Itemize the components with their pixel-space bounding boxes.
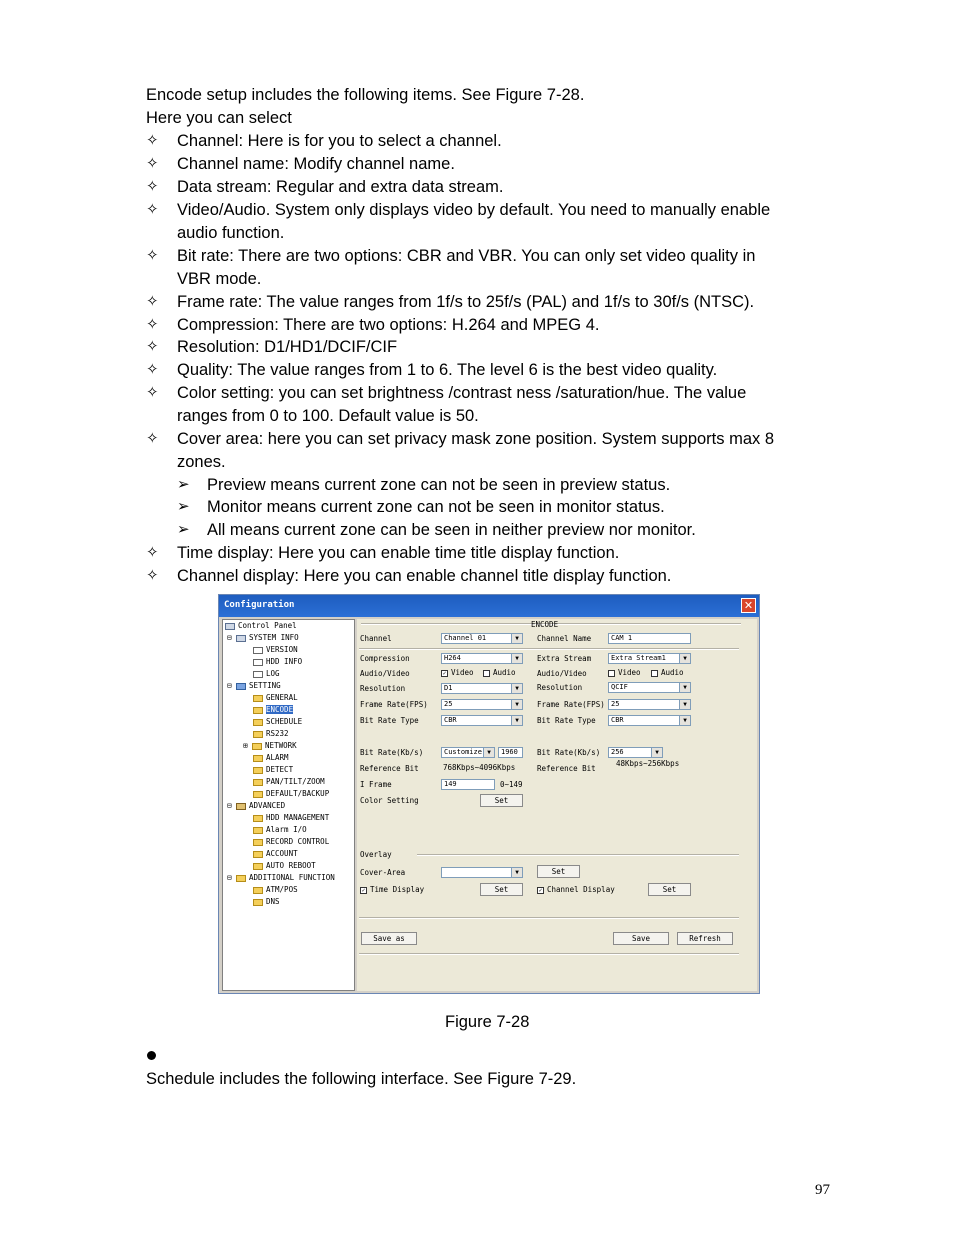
resolution-select[interactable]: D1 ▼ (441, 683, 523, 694)
diamond-bullet-icon: ✧ (146, 247, 159, 264)
channel-display-set-button[interactable]: Set (648, 883, 691, 896)
compression-label: Compression (360, 654, 410, 663)
diamond-bullet-icon: ✧ (146, 567, 159, 584)
window-title: Configuration (224, 600, 295, 610)
bit-rate-select[interactable]: Customize ▼ (441, 747, 495, 758)
item-color-setting-cont: ranges from 0 to 100. Default value is 50. (177, 407, 479, 425)
cover-area-set-button[interactable]: Set (537, 865, 580, 878)
page-number: 97 (815, 1182, 830, 1198)
folder-open-icon (253, 707, 263, 714)
bit-rate-input[interactable]: 1960 (498, 747, 523, 758)
arrow-bullet-icon: ➢ (177, 476, 190, 493)
item-cover-area: Cover area: here you can set privacy mask zone position. System supports max 8 (177, 430, 775, 448)
extra-stream-select[interactable]: Extra Stream1 ▼ (608, 653, 691, 664)
arrow-bullet-icon: ➢ (177, 521, 190, 538)
color-set-button[interactable]: Set (480, 794, 523, 807)
chevron-down-icon: ▼ (679, 700, 690, 709)
item-quality: Quality: The value ranges from 1 to 6. The level 6 is the best video quality. (177, 361, 718, 379)
tree-item[interactable]: RS232 (253, 729, 289, 738)
control-panel-icon (225, 623, 235, 630)
document-icon (253, 647, 263, 654)
close-icon[interactable]: ✕ (741, 598, 756, 613)
advanced-gear-icon (236, 803, 246, 810)
tree-item[interactable]: ⊟ SYSTEM INFO (227, 633, 299, 642)
navigation-tree (222, 619, 355, 991)
checkbox-checked-icon: ✓ (538, 886, 543, 894)
folder-icon (253, 731, 263, 738)
diamond-bullet-icon: ✧ (146, 201, 159, 218)
folder-icon (253, 719, 263, 726)
folder-icon (253, 815, 263, 822)
diamond-bullet-icon: ✧ (146, 430, 159, 447)
subitem-preview: Preview means current zone can not be seen in preview status. (207, 476, 671, 494)
item-bit-rate-cont: VBR mode. (177, 270, 262, 288)
folder-icon (253, 851, 263, 858)
diamond-bullet-icon: ✧ (146, 384, 159, 401)
divider (359, 648, 739, 650)
folder-icon (252, 743, 262, 750)
tree-item[interactable]: ACCOUNT (253, 849, 298, 858)
compression-select[interactable]: H264 ▼ (441, 653, 523, 664)
chevron-down-icon: ▼ (679, 716, 690, 725)
diamond-bullet-icon: ✧ (146, 361, 159, 378)
item-video-audio: Video/Audio. System only displays video by default. You need to manually enable (177, 201, 771, 219)
folder-icon (253, 779, 263, 786)
tree-item[interactable]: Control Panel (225, 621, 297, 630)
document-icon (253, 659, 263, 666)
tree-item[interactable]: RECORD CONTROL (253, 837, 329, 846)
folder-icon (253, 791, 263, 798)
i-frame-label: I Frame (360, 780, 392, 789)
divider (359, 953, 739, 955)
tree-item[interactable]: ALARM (253, 753, 289, 762)
tree-item[interactable]: ⊟ ADDITIONAL FUNCTION (227, 873, 335, 882)
extra-resolution-label: Resolution (537, 683, 583, 692)
tree-item[interactable]: DEFAULT/BACKUP (253, 789, 329, 798)
arrow-bullet-icon: ➢ (177, 498, 190, 515)
checkbox-icon (483, 670, 490, 677)
folder-icon (253, 899, 263, 906)
refresh-button[interactable]: Refresh (677, 932, 733, 945)
title-bar (219, 595, 759, 617)
item-resolution: Resolution: D1/HD1/DCIF/CIF (177, 338, 398, 356)
video-checkbox[interactable]: ✓ Video (442, 668, 474, 677)
tree-item[interactable]: AUTO REBOOT (253, 861, 316, 870)
tree-item[interactable]: GENERAL (253, 693, 298, 702)
extra-bit-rate-select[interactable]: 256 ▼ (608, 747, 663, 758)
bit-rate-type-select[interactable]: CBR ▼ (441, 715, 523, 726)
item-compression: Compression: There are two options: H.264 and MPEG 4. (177, 316, 600, 334)
divider (359, 917, 739, 919)
extra-video-checkbox[interactable]: Video (608, 668, 641, 677)
diamond-bullet-icon: ✧ (146, 338, 159, 355)
tree-item-selected[interactable]: ENCODE (253, 705, 293, 714)
chevron-down-icon: ▼ (511, 684, 522, 693)
folder-icon (253, 887, 263, 894)
audio-checkbox[interactable]: Audio (483, 668, 516, 677)
i-frame-input[interactable]: 149 (441, 779, 495, 790)
tree-item[interactable]: ATM/POS (253, 885, 298, 894)
diamond-bullet-icon: ✧ (146, 155, 159, 172)
audio-video-label: Audio/Video (360, 669, 410, 678)
tree-item[interactable]: HDD MANAGEMENT (253, 813, 329, 822)
document-icon (253, 671, 263, 678)
frame-rate-select[interactable]: 25 ▼ (441, 699, 523, 710)
extra-stream-label: Extra Stream (537, 654, 592, 663)
bit-rate-label: Bit Rate(Kb/s) (360, 748, 424, 757)
item-video-audio-cont: audio function. (177, 224, 285, 242)
channel-name-input[interactable]: CAM 1 (608, 633, 691, 644)
bit-rate-type-label: Bit Rate Type (360, 716, 419, 725)
chevron-down-icon: ▼ (511, 654, 522, 663)
reference-bit-label: Reference Bit (360, 764, 419, 773)
diamond-bullet-icon: ✧ (146, 544, 159, 561)
item-data-stream: Data stream: Regular and extra data stream. (177, 178, 504, 196)
figure-caption: Figure 7-28 (445, 1013, 530, 1031)
system-info-icon (236, 635, 246, 642)
channel-select[interactable]: Channel 01 ▼ (441, 633, 523, 644)
chevron-down-icon: ▼ (511, 716, 522, 725)
extra-bit-rate-type-select[interactable]: CBR ▼ (608, 715, 691, 726)
extra-bit-rate-label: Bit Rate(Kb/s) (537, 748, 601, 757)
item-color-setting: Color setting: you can set brightness /contrast ness /saturation/hue. The value (177, 384, 747, 402)
configuration-window (218, 594, 760, 994)
folder-icon (253, 755, 263, 762)
item-bit-rate: Bit rate: There are two options: CBR and VBR. You can only set video quality in (177, 247, 756, 265)
extra-frame-rate-label: Frame Rate(FPS) (537, 700, 605, 709)
folder-icon (253, 839, 263, 846)
checkbox-icon (608, 670, 615, 677)
extra-reference-bit-label: Reference Bit (537, 764, 596, 773)
tree-item[interactable]: HDD INFO (253, 657, 302, 666)
cover-area-select[interactable] (441, 867, 523, 878)
tree-item[interactable]: DNS (253, 897, 280, 906)
intro-line-1: Encode setup includes the following items. See Figure 7-28. (146, 86, 585, 104)
subitem-all: All means current zone can be seen in neither preview nor monitor. (207, 521, 696, 539)
extra-audio-checkbox[interactable]: Audio (651, 668, 684, 677)
save-button[interactable]: Save (613, 932, 669, 945)
channel-label: Channel (360, 634, 392, 643)
item-channel-display: Channel display: Here you can enable channel title display function. (177, 567, 672, 585)
checkbox-icon (651, 670, 658, 677)
overlay-label: Overlay (360, 850, 392, 859)
diamond-bullet-icon: ✧ (146, 178, 159, 195)
item-channel: Channel: Here is for you to select a channel. (177, 132, 502, 150)
save-as-button[interactable]: Save as (361, 932, 417, 945)
folder-icon (253, 767, 263, 774)
extra-bit-rate-type-label: Bit Rate Type (537, 716, 596, 725)
intro-line-2: Here you can select (146, 109, 292, 127)
tree-item[interactable]: VERSION (253, 645, 298, 654)
time-display-checkbox[interactable]: ✓ Time Display (361, 885, 425, 894)
diamond-bullet-icon: ✧ (146, 316, 159, 333)
folder-icon (236, 875, 246, 882)
extra-reference-bit-value: 48Kbps~256Kbps (616, 759, 680, 768)
folder-icon (253, 695, 263, 702)
tree-item[interactable]: SCHEDULE (253, 717, 302, 726)
chevron-down-icon: ▼ (679, 683, 690, 692)
tree-item[interactable]: ⊟ SETTING (227, 681, 281, 690)
item-cover-area-cont: zones. (177, 453, 226, 471)
checkbox-checked-icon: ✓ (361, 886, 366, 894)
tree-item[interactable]: Alarm I/O (253, 825, 307, 834)
tree-item[interactable]: DETECT (253, 765, 293, 774)
bullet-dot-icon (147, 1051, 156, 1060)
chevron-down-icon: ▼ (483, 748, 494, 757)
encode-pane (357, 619, 757, 991)
tree-item[interactable]: PAN/TILT/ZOOM (253, 777, 325, 786)
resolution-label: Resolution (360, 684, 406, 693)
item-frame-rate: Frame rate: The value ranges from 1f/s to 25f/s (PAL) and 1f/s to 30f/s (NTSC). (177, 293, 755, 311)
item-time-display: Time display: Here you can enable time title display function. (177, 544, 620, 562)
diamond-bullet-icon: ✧ (146, 132, 159, 149)
divider (417, 854, 739, 856)
folder-icon (253, 863, 263, 870)
chevron-down-icon: ▼ (511, 634, 522, 643)
i-frame-range: 0~149 (500, 780, 523, 789)
checkbox-checked-icon: ✓ (442, 669, 447, 677)
color-setting-label: Color Setting (360, 796, 419, 805)
tree-item[interactable]: ⊞ NETWORK (243, 741, 297, 750)
folder-icon (253, 827, 263, 834)
cover-area-label: Cover-Area (360, 868, 406, 877)
chevron-down-icon: ▼ (511, 700, 522, 709)
extra-resolution-select[interactable]: QCIF ▼ (608, 682, 691, 693)
item-channel-name: Channel name: Modify channel name. (177, 155, 455, 173)
extra-frame-rate-select[interactable]: 25 ▼ (608, 699, 691, 710)
time-display-set-button[interactable]: Set (480, 883, 523, 896)
tree-item[interactable]: ⊟ ADVANCED (227, 801, 286, 810)
channel-display-checkbox[interactable]: ✓ Channel Display (538, 885, 615, 894)
section-title: ENCODE (531, 620, 559, 629)
channel-name-label: Channel Name (537, 634, 592, 643)
chevron-down-icon: ▼ (679, 654, 690, 663)
extra-audio-video-label: Audio/Video (537, 669, 587, 678)
reference-bit-value: 768Kbps~4096Kbps (443, 763, 516, 772)
tree-item[interactable]: LOG (253, 669, 280, 678)
schedule-text: Schedule includes the following interface. See Figure 7-29. (146, 1070, 577, 1088)
diamond-bullet-icon: ✧ (146, 293, 159, 310)
chevron-down-icon: ▼ (511, 868, 522, 877)
subitem-monitor: Monitor means current zone can not be seen in monitor status. (207, 498, 665, 516)
chevron-down-icon: ▼ (651, 748, 662, 757)
frame-rate-label: Frame Rate(FPS) (360, 700, 428, 709)
setting-icon (236, 683, 246, 690)
